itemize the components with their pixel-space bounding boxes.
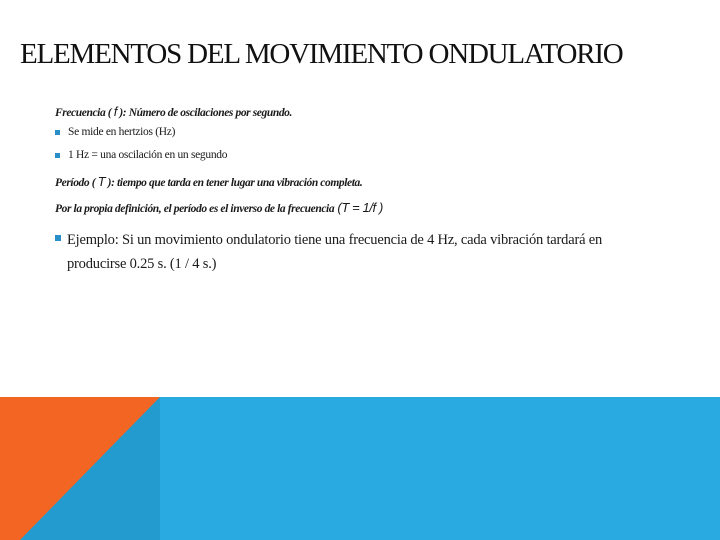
ejemplo-paragraph xyxy=(55,228,655,276)
bullet-square-icon xyxy=(55,130,60,135)
frecuencia-symbol: f xyxy=(113,104,117,119)
periodo-heading xyxy=(55,174,362,189)
definicion-formula: (T = 1/f ) xyxy=(334,200,383,215)
frecuencia-bullet-1: Se mide en hertzios (Hz) xyxy=(68,126,176,138)
frecuencia-heading xyxy=(55,104,292,119)
periodo-symbol: T xyxy=(97,174,106,189)
definicion-line xyxy=(55,200,383,215)
periodo-label-post: ): tiempo que tarda en tener lugar una vibración completa. xyxy=(105,177,363,189)
list-item xyxy=(55,126,175,138)
periodo-label-pre: Período ( xyxy=(55,177,98,189)
frecuencia-bullet-2: 1 Hz = una oscilación en un segundo xyxy=(68,149,228,161)
ejemplo-line-2: producirse 0.25 s. (1 / 4 s.) xyxy=(67,256,217,272)
decorative-footer-band xyxy=(0,397,720,540)
bullet-square-icon xyxy=(55,153,60,158)
bullet-square-icon xyxy=(55,235,61,241)
definicion-text: Por la propia definición, el período es el inverso de la frecuencia xyxy=(55,203,335,215)
ejemplo-line-1: Ejemplo: Si un movimiento ondulatorio tiene una frecuencia de 4 Hz, cada vibración tardará en xyxy=(67,232,603,248)
frecuencia-label-post: ): Número de oscilaciones por segundo. xyxy=(116,107,293,119)
frecuencia-label-pre: Frecuencia ( xyxy=(55,107,114,119)
slide-title: ELEMENTOS DEL MOVIMIENTO ONDULATORIO xyxy=(20,38,623,70)
list-item xyxy=(55,149,227,161)
